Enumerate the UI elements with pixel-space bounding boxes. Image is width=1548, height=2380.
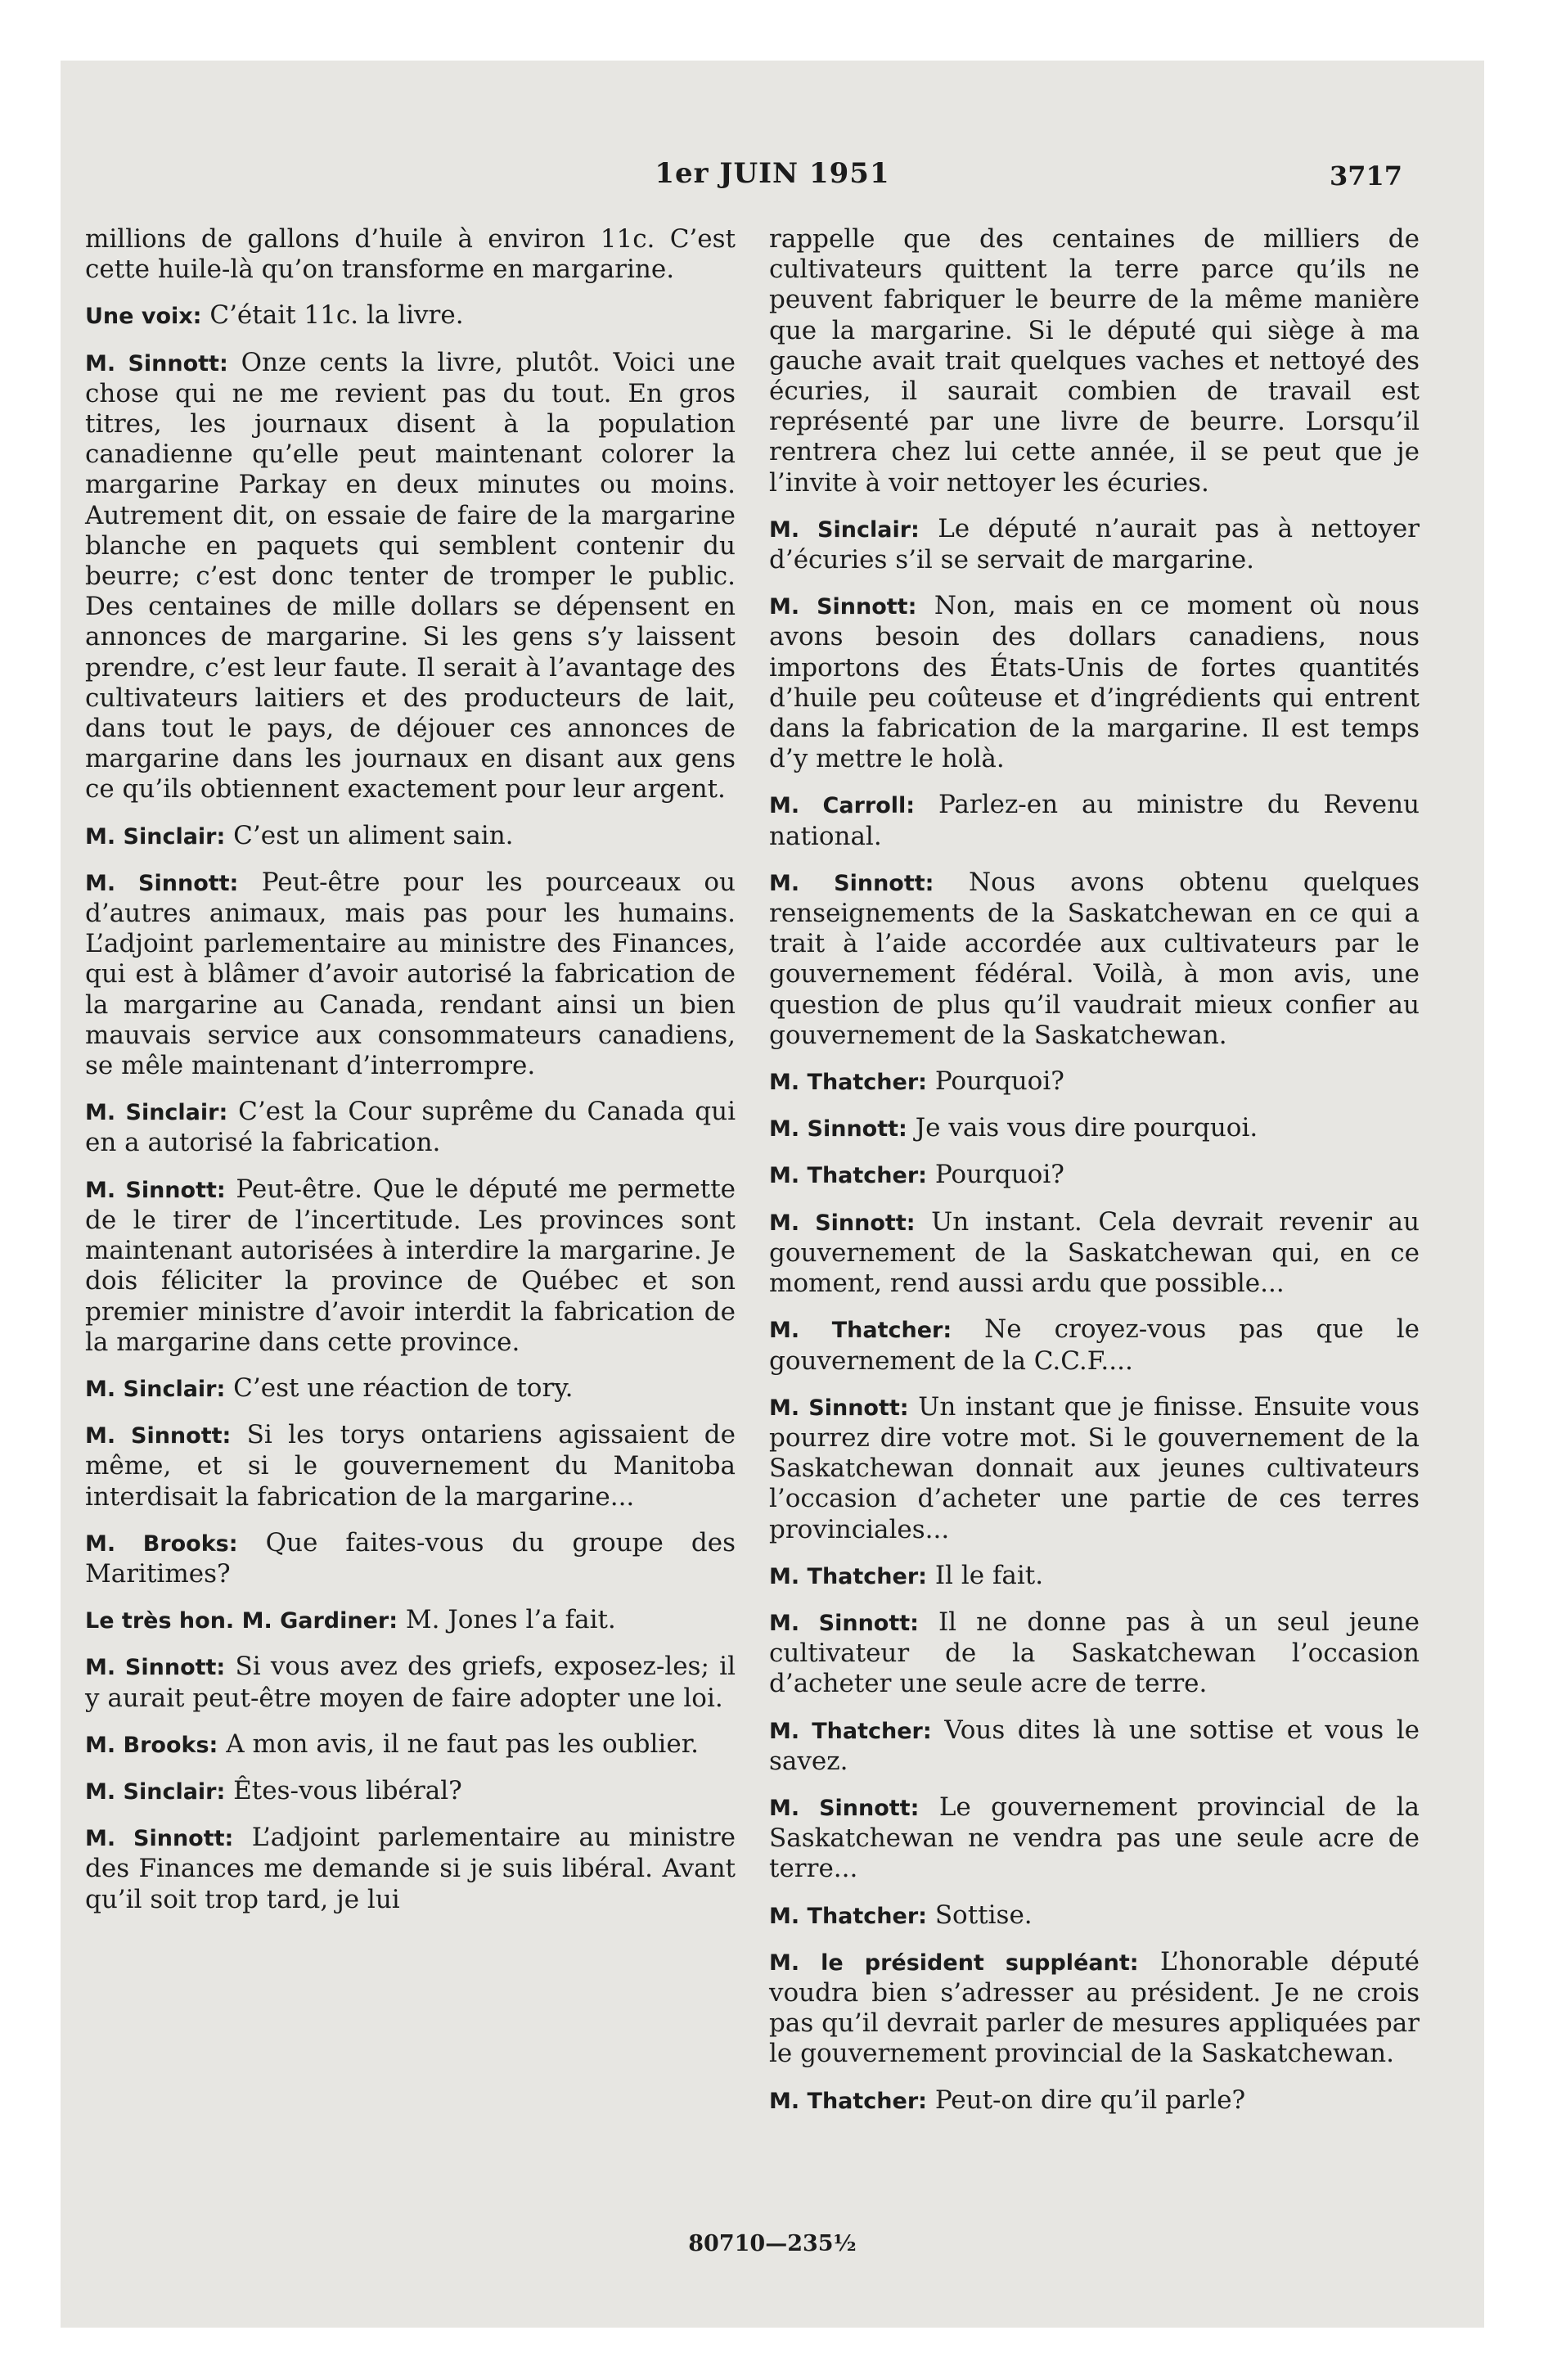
speech-text: M. Jones l’a fait. xyxy=(405,1605,616,1635)
page-header xyxy=(61,157,1484,206)
speech-text: Il ne donne pas à un seul jeune cultivateur de la Saskatchewan l’occasion d’acheter une seule acre de terre. xyxy=(769,1607,1420,1699)
speech-paragraph xyxy=(85,1097,736,1158)
speech-paragraph xyxy=(85,1652,736,1713)
speech-paragraph xyxy=(769,1792,1420,1885)
speech-paragraph xyxy=(769,1314,1420,1376)
speech-text: millions de gallons d’huile à environ 11c. C’est cette huile-là qu’on transforme en margarine. xyxy=(85,224,736,285)
speech-text: Que faites-vous du groupe des Maritimes? xyxy=(85,1527,736,1589)
speech-text: Peut-être pour les pourceaux ou d’autres animaux, mais pas pour les humains. L’adjoint parlementaire au ministre des Finances, qui est à blâmer d’avoir autorisé la fabrication de la margarine au Canada, rendant ainsi un bien mauvais service aux consommateurs canadiens, se mêle maintenant d’interrompre. xyxy=(85,867,736,1081)
speaker-name: M. Sinnott: xyxy=(769,1795,920,1821)
speaker-name: M. Sinnott: xyxy=(769,1210,916,1236)
speech-text: L’adjoint parlementaire au ministre des Finances me demande si je suis libéral. Avant qu’il soit trop tard, je lui xyxy=(85,1823,736,1914)
speaker-name: M. Thatcher: xyxy=(769,1163,927,1189)
speech-text: Peut-être. Que le député me permette de le tirer de l’incertitude. Les provinces sont maintenant autorisées à interdire la margarine. Je dois féliciter la province de Québec et son premier ministre d’avoir interdit la fabrication de la margarine dans cette province. xyxy=(85,1174,736,1357)
speaker-name: M. Sinclair: xyxy=(85,1778,226,1805)
speech-text: C’était 11c. la livre. xyxy=(209,300,464,331)
speech-text: Pourquoi? xyxy=(934,1066,1064,1097)
speaker-name: M. Thatcher: xyxy=(769,1318,952,1344)
header-date: 1er JUIN 1951 xyxy=(655,157,890,190)
speaker-name: Une voix: xyxy=(85,304,202,330)
speaker-name: Le très hon. M. Gardiner: xyxy=(85,1608,398,1634)
speaker-name: M. Sinclair: xyxy=(769,516,920,543)
speech-text: C’est la Cour suprême du Canada qui en a autorisé la fabrication. xyxy=(85,1097,736,1158)
speaker-name: M. Brooks: xyxy=(85,1530,238,1557)
left-column xyxy=(85,224,736,1931)
speech-paragraph xyxy=(769,1113,1420,1144)
speech-paragraph xyxy=(769,1561,1420,1592)
speech-paragraph xyxy=(85,1605,736,1636)
speaker-name: M. Sinclair: xyxy=(85,1100,228,1126)
speaker-name: M. Sinnott: xyxy=(769,870,934,896)
speaker-name: M. Thatcher: xyxy=(769,1718,932,1744)
speech-text: Parlez-en au ministre du Revenu national. xyxy=(769,790,1420,851)
speech-text: Un instant. Cela devrait revenir au gouvernement de la Saskatchewan qui, en ce moment, rend aussi ardu que possible... xyxy=(769,1206,1420,1299)
speaker-name: M. Sinnott: xyxy=(769,1395,909,1421)
speech-text: Vous dites là une sottise et vous le savez. xyxy=(769,1715,1420,1776)
speech-paragraph xyxy=(85,1776,736,1807)
speaker-name: M. Sinnott: xyxy=(85,1826,234,1852)
speech-paragraph xyxy=(85,300,736,331)
speech-text: rappelle que des centaines de milliers de cultivateurs quittent la terre parce qu’ils ne peuvent fabriquer le beurre de la même manière que la margarine. Si le député qui siège à ma gauche avait trait quelques vaches et nettoyé des écuries, il saurait combien de travail est représenté par une livre de beurre. Lorsqu’il rentrera chez lui cette année, il se peut que je l’invite à voir nettoyer les écuries. xyxy=(769,224,1420,498)
speech-text: Un instant que je finisse. Ensuite vous pourrez dire votre mot. Si le gouvernement de la Saskatchewan donnait aux jeunes cultivateurs l’occasion d’acheter une partie de ces terres provinciales... xyxy=(769,1391,1420,1544)
speaker-name: M. Sinnott: xyxy=(85,350,228,376)
speech-text: Êtes-vous libéral? xyxy=(233,1775,462,1805)
speech-paragraph xyxy=(85,1174,736,1358)
speech-paragraph xyxy=(769,514,1420,575)
speech-text: Le gouvernement provincial de la Saskatchewan ne vendra pas une seule acre de terre... xyxy=(769,1792,1420,1884)
speech-text: Non, mais en ce moment où nous avons besoin des dollars canadiens, nous importons des États-Unis de fortes quantités d’huile peu coûteuse et d’ingrédients qui entrent dans la fabrication de la margarine. Il est temps d’y mettre le holà. xyxy=(769,591,1420,774)
speaker-name: M. Thatcher: xyxy=(769,2088,927,2114)
speaker-name: M. Sinnott: xyxy=(769,1116,907,1143)
speech-text: A mon avis, il ne faut pas les oublier. xyxy=(226,1729,699,1759)
speech-paragraph xyxy=(769,1392,1420,1545)
speech-paragraph xyxy=(85,1528,736,1589)
speech-text: Nous avons obtenu quelques renseignements de la Saskatchewan en ce qui a trait à l’aide accordée aux cultivateurs par le gouvernement fédéral. Voilà, à mon avis, une question de plus qu’il vaudrait mieux confier au gouvernement de la Saskatchewan. xyxy=(769,867,1420,1050)
speech-paragraph xyxy=(769,790,1420,851)
speech-paragraph xyxy=(769,224,1420,498)
speech-paragraph xyxy=(769,1160,1420,1191)
speaker-name: M. Sinnott: xyxy=(85,1423,232,1449)
speech-text: Pourquoi? xyxy=(934,1160,1064,1190)
speaker-name: M. Brooks: xyxy=(85,1732,218,1758)
speech-paragraph xyxy=(85,1373,736,1404)
speech-paragraph xyxy=(85,224,736,285)
speech-paragraph xyxy=(769,1715,1420,1777)
speech-paragraph xyxy=(769,1900,1420,1931)
speech-paragraph xyxy=(85,821,736,852)
speech-text: Ne croyez-vous pas que le gouvernement de la C.C.F.... xyxy=(769,1314,1420,1376)
speech-paragraph xyxy=(769,1207,1420,1300)
page-sheet xyxy=(61,61,1484,2328)
speaker-name: M. Sinclair: xyxy=(85,1376,226,1402)
speaker-name: M. Sinnott: xyxy=(85,870,239,896)
speech-text: L’honorable député voudra bien s’adresser au président. Je ne crois pas qu’il devrait parler de mesures appliquées par le gouvernement provincial de la Saskatchewan. xyxy=(769,1946,1420,2069)
right-column xyxy=(769,224,1420,2132)
speech-paragraph xyxy=(85,1823,736,1915)
speech-paragraph xyxy=(769,868,1420,1051)
speaker-name: M. Thatcher: xyxy=(769,1563,927,1589)
speaker-name: M. Thatcher: xyxy=(769,1070,927,1096)
speech-paragraph xyxy=(85,868,736,1081)
speech-paragraph xyxy=(85,348,736,805)
speech-text: Si les torys ontariens agissaient de même, et si le gouvernement du Manitoba interdisait la fabrication de la margarine... xyxy=(85,1420,736,1512)
speech-text: Peut-on dire qu’il parle? xyxy=(934,2085,1246,2115)
footer-code: 80710—235½ xyxy=(688,2231,857,2256)
speech-text: Il le fait. xyxy=(934,1560,1044,1590)
page-number: 3717 xyxy=(1329,160,1402,192)
speaker-name: M. Sinnott: xyxy=(769,1610,919,1636)
speech-paragraph xyxy=(85,1420,736,1512)
speaker-name: M. le président suppléant: xyxy=(769,1950,1139,1976)
speech-text: Sottise. xyxy=(934,1900,1033,1930)
speaker-name: M. Sinnott: xyxy=(85,1655,226,1681)
speaker-name: M. Carroll: xyxy=(769,793,916,819)
speech-text: Je vais vous dire pourquoi. xyxy=(915,1113,1258,1143)
speech-text: Si vous avez des griefs, exposez-les; il y aurait peut-être moyen de faire adopter une loi. xyxy=(85,1652,736,1713)
speaker-name: M. Thatcher: xyxy=(769,1903,927,1929)
speech-text: Le député n’aurait pas à nettoyer d’écuries s’il se servait de margarine. xyxy=(769,513,1420,575)
speaker-name: M. Sinnott: xyxy=(85,1177,226,1203)
speaker-name: M. Sinnott: xyxy=(769,594,917,620)
speech-text: C’est une réaction de tory. xyxy=(233,1373,574,1403)
speaker-name: M. Sinclair: xyxy=(85,823,226,850)
speech-paragraph xyxy=(769,1066,1420,1098)
speech-text: C’est un aliment sain. xyxy=(233,820,514,850)
speech-paragraph xyxy=(769,1947,1420,2070)
speech-paragraph xyxy=(769,1607,1420,1700)
speech-text: Onze cents la livre, plutôt. Voici une chose qui ne me revient pas du tout. En gros titres, les journaux disent à la population canadienne qu’elle peut maintenant colorer la margarine Parkay en deux minutes ou moins. Autrement dit, on essaie de faire de la margarine blanche en paquets qui semblent contenir du beurre; c’est donc tenter de tromper le public. Des centaines de mille dollars se dépensent en annonces de margarine. Si les gens s’y laissent prendre, c’est leur faute. Il serait à l’avantage des cultivateurs laitiers et des producteurs de lait, dans tout le pays, de déjouer ces annonces de margarine dans les journaux en disant aux gens ce qu’ils obtiennent exactement pour leur argent. xyxy=(85,347,736,805)
speech-paragraph xyxy=(769,2085,1420,2116)
speech-paragraph xyxy=(769,591,1420,774)
speech-paragraph xyxy=(85,1729,736,1760)
